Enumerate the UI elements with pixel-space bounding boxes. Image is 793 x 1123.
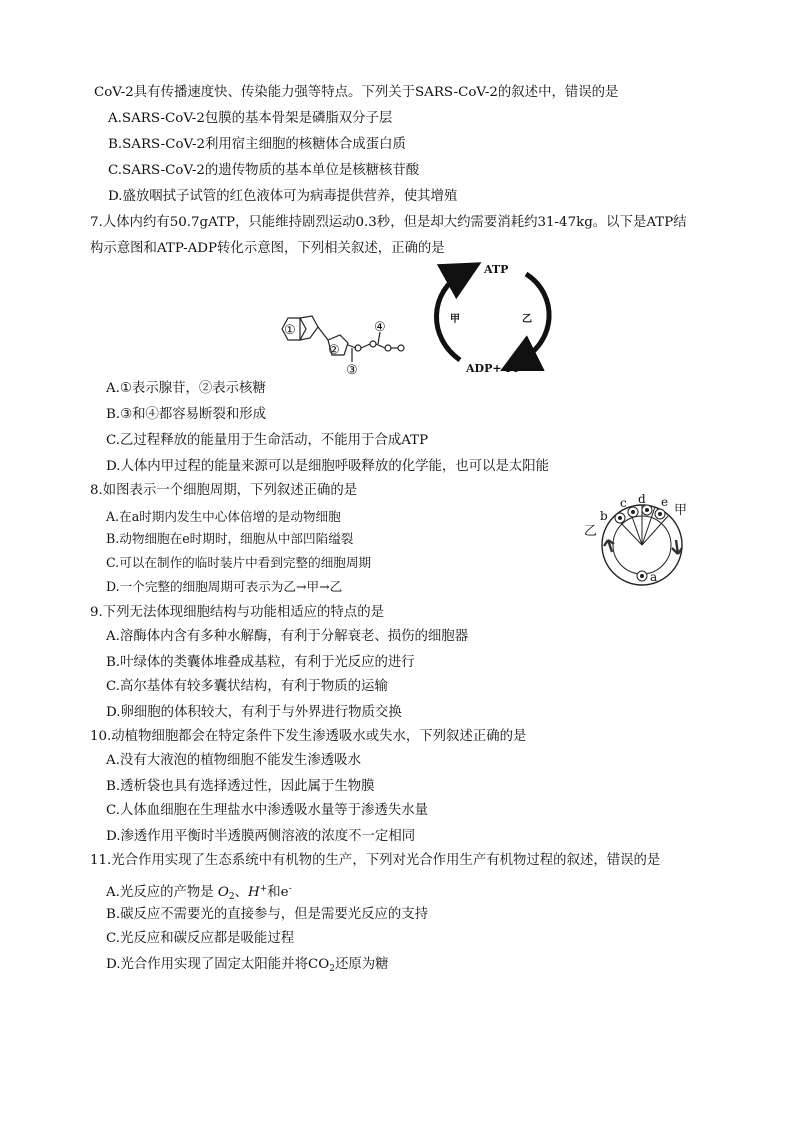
q6-stem: CoV-2具有传播速度快、传染能力强等特点。下列关于SARS-CoV-2的叙述中，错误的是 [94,85,619,100]
cycle-atp-label: ATP [484,263,509,276]
q6-option-c: C.SARS-CoV-2的遗传物质的基本单位是核糖核苷酸 [108,163,420,178]
q6-option-a: A.SARS-CoV-2包膜的基本骨架是磷脂双分子层 [108,111,393,126]
q10-option-d: D.渗透作用平衡时半透膜两侧溶液的浓度不一定相同 [106,829,416,844]
q7-stem-line2: 构示意图和ATP-ADP转化示意图，下列相关叙述，正确的是 [90,241,445,256]
label-circled-3: ③ [346,363,358,378]
q11-option-a [106,880,292,906]
q11-a-e-sup: - [288,884,292,894]
q11-option-c: C.光反应和碳反应都是吸能过程 [106,931,295,946]
q11-a-sep: 、 [234,885,249,900]
q9-option-b: B.叶绿体的类囊体堆叠成基粒，有利于光反应的进行 [106,655,415,670]
q9-option-a: A.溶酶体内含有多种水解酶，有利于分解衰老、损伤的细胞器 [106,629,469,644]
q11-option-b: B.碳反应不需要光的直接参与，但是需要光反应的支持 [106,907,429,922]
q8-option-a: A.在a时期内发生中心体倍增的是动物细胞 [106,509,341,524]
q7-option-b: B.③和④都容易断裂和形成 [106,407,267,422]
q11-a-and: 和e [267,885,289,900]
cycle-yi-label: 乙 [584,524,598,539]
q11-stem: 11.光合作用实现了生态系统中有机物的生产，下列对光合作用生产有机物过程的叙述，错误的是 [90,853,661,868]
cycle-label-c: c [620,496,627,510]
q10-option-b: B.透析袋也具有选择透过性，因此属于生物膜 [106,779,375,794]
label-circled-4: ④ [374,320,386,335]
cycle-yi-label: 乙 [522,314,532,325]
cycle-jia-label: 甲 [674,503,688,518]
q8-option-d: D.一个完整的细胞周期可表示为乙→甲→乙 [106,579,343,594]
atp-adp-cycle-diagram [430,262,560,377]
q6-option-d: D.盛放咽拭子试管的红色液体可为病毒提供营养，使其增殖 [108,189,458,204]
q9-option-d: D.卵细胞的体积较大，有利于与外界进行物质交换 [106,705,402,720]
cycle-label-e: e [661,495,669,509]
q10-option-c: C.人体血细胞在生理盐水中渗透吸水量等于渗透失水量 [106,803,429,818]
q11-a-o-sub: 2 [228,892,235,902]
q7-option-c: C.乙过程释放的能量用于生命活动，不能用于合成ATP [106,433,429,448]
q8-option-b: B.动物细胞在e时期时，细胞从中部凹陷缢裂 [106,531,354,546]
q11-a-h: H [248,885,260,900]
q11-option-d [106,956,389,978]
q9-stem: 9.下列无法体现细胞结构与功能相适应的特点的是 [90,605,384,620]
q11-a-prefix: A.光反应的产物是 [106,885,218,900]
cycle-label-b: b [600,509,608,523]
cycle-jia-label: 甲 [450,314,460,325]
q11-a-o: O [217,885,229,900]
q11-d-sub: 2 [329,964,335,974]
q11-a-h-sup: + [259,884,268,894]
atp-structure-diagram [270,310,420,380]
q7-stem-line1: 7.人体内约有50.7gATP，只能维持剧烈运动0.3秒，但是却大约需要消耗约31-47kg。以下是ATP结 [90,215,687,230]
q8-stem: 8.如图表示一个细胞周期，下列叙述正确的是 [90,483,358,498]
label-circled-2: ② [328,343,340,358]
cycle-label-a: a [650,570,658,584]
q11-d-prefix: D.光合作用实现了固定太阳能并将CO [106,957,330,972]
cell-cycle-diagram [584,490,694,590]
q7-option-a: A.①表示腺苷，②表示核糖 [106,381,266,396]
cycle-adp-label: ADP+ Pi [466,362,518,375]
q9-option-c: C.高尔基体有较多囊状结构，有利于物质的运输 [106,679,388,694]
cycle-label-d: d [638,492,646,506]
label-circled-1: ① [284,323,296,338]
q10-option-a: A.没有大液泡的植物细胞不能发生渗透吸水 [106,753,361,768]
q7-option-d: D.人体内甲过程的能量来源可以是细胞呼吸释放的化学能，也可以是太阳能 [106,459,550,474]
q6-option-b: B.SARS-CoV-2利用宿主细胞的核糖体合成蛋白质 [108,137,406,152]
q8-option-c: C.可以在制作的临时装片中看到完整的细胞周期 [106,555,372,570]
q11-d-suffix: 还原为糖 [334,957,389,972]
q10-stem: 10.动植物细胞都会在特定条件下发生渗透吸水或失水，下列叙述正确的是 [90,729,527,744]
